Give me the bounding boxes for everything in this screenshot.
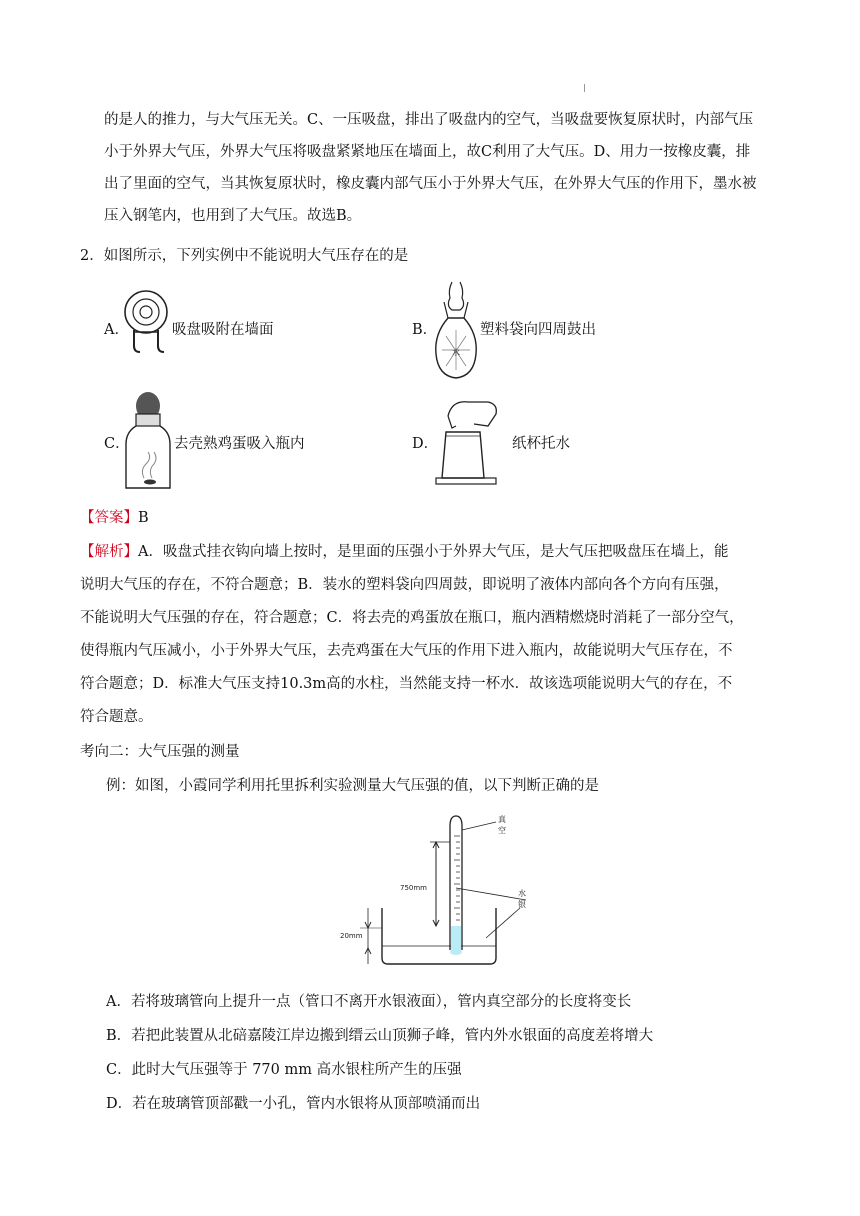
example-option-b: B．若把此装置从北碚嘉陵江岸边搬到缙云山顶狮子峰，管内外水银面的高度差将增大 (106, 1028, 654, 1044)
option-a-text: 吸盘吸附在墙面 (172, 322, 274, 338)
example-option-c: C．此时大气压强等于 770 mm 高水银柱所产生的压强 (106, 1062, 462, 1078)
section-heading: 考向二：大气压强的测量 (80, 744, 240, 760)
label-vacuum-2: 空 (498, 826, 506, 835)
option-b-letter: B． (412, 322, 438, 338)
analysis-tag: 【解析】 (80, 544, 138, 560)
analysis-line: 说明大气压的存在，不符合题意；B．装水的塑料袋向四周鼓，即说明了液体内部向各个方向有压强， (80, 577, 729, 593)
example-question: 例：如图，小霞同学利用托里拆利实验测量大气压强的值，以下判断正确的是 (106, 778, 599, 794)
egg-bottle-figure (122, 390, 174, 494)
label-750mm: 750mm (400, 884, 427, 892)
header-mark (584, 84, 585, 92)
label-vacuum-1: 真 (498, 815, 506, 824)
example-option-d: D．若在玻璃管顶部戳一小孔，管内水银将从顶部喷涌而出 (106, 1096, 481, 1112)
option-a-letter: A． (104, 322, 129, 338)
analysis-line (80, 540, 728, 561)
analysis-text: A．吸盘式挂衣钩向墙上按时，是里面的压强小于外界大气压，是大气压把吸盘压在墙上，能 (138, 544, 729, 560)
option-c-letter: C． (104, 436, 130, 452)
bag-water-label: 水 (452, 348, 460, 357)
option-b-text: 塑料袋向四周鼓出 (480, 322, 596, 338)
option-d-letter: D． (412, 436, 439, 452)
answer-tag: 【答案】 (80, 510, 138, 526)
label-mercury-1: 水 (518, 889, 526, 898)
torricelli-figure (330, 812, 530, 974)
analysis-line: 符合题意；D．标准大气压支持10.3m高的水柱，当然能支持一杯水．故该选项能说明大气的存在，不 (80, 676, 733, 692)
intro-line: 压入钢笔内，也用到了大气压。故选B。 (104, 208, 362, 224)
answer-value: B (138, 510, 149, 526)
question-2-title: 2．如图所示，下列实例中不能说明大气压存在的是 (80, 248, 409, 264)
label-mercury-2: 银 (518, 900, 526, 909)
option-c-text: 去壳熟鸡蛋吸入瓶内 (174, 436, 305, 452)
suction-cup-figure (120, 288, 172, 356)
intro-line: 出了里面的空气，当其恢复原状时，橡皮囊内部气压小于外界大气压，在外界大气压的作用下，墨水被 (104, 176, 757, 192)
plastic-bag-figure (432, 278, 480, 382)
intro-line: 的是人的推力，与大气压无关。C、一压吸盘，排出了吸盘内的空气，当吸盘要恢复原状时，内部气压 (104, 112, 754, 128)
label-20mm: 20mm (340, 932, 363, 940)
paper-cup-figure (434, 396, 500, 490)
intro-line: 小于外界大气压，外界大气压将吸盘紧紧地压在墙面上，故C利用了大气压。D、用力一按橡皮囊，排 (104, 144, 751, 160)
analysis-line: 使得瓶内气压减小，小于外界大气压，去壳鸡蛋在大气压的作用下进入瓶内，故能说明大气压存在，不 (80, 643, 733, 659)
answer-line (80, 506, 149, 527)
example-option-a: A．若将玻璃管向上提升一点（管口不离开水银液面），管内真空部分的长度将变长 (106, 994, 632, 1010)
analysis-line: 不能说明大气压强的存在，符合题意；C．将去壳的鸡蛋放在瓶口，瓶内酒精燃烧时消耗了一部分空气， (80, 610, 744, 626)
option-d-text: 纸杯托水 (512, 436, 570, 452)
analysis-line: 符合题意。 (80, 709, 153, 725)
